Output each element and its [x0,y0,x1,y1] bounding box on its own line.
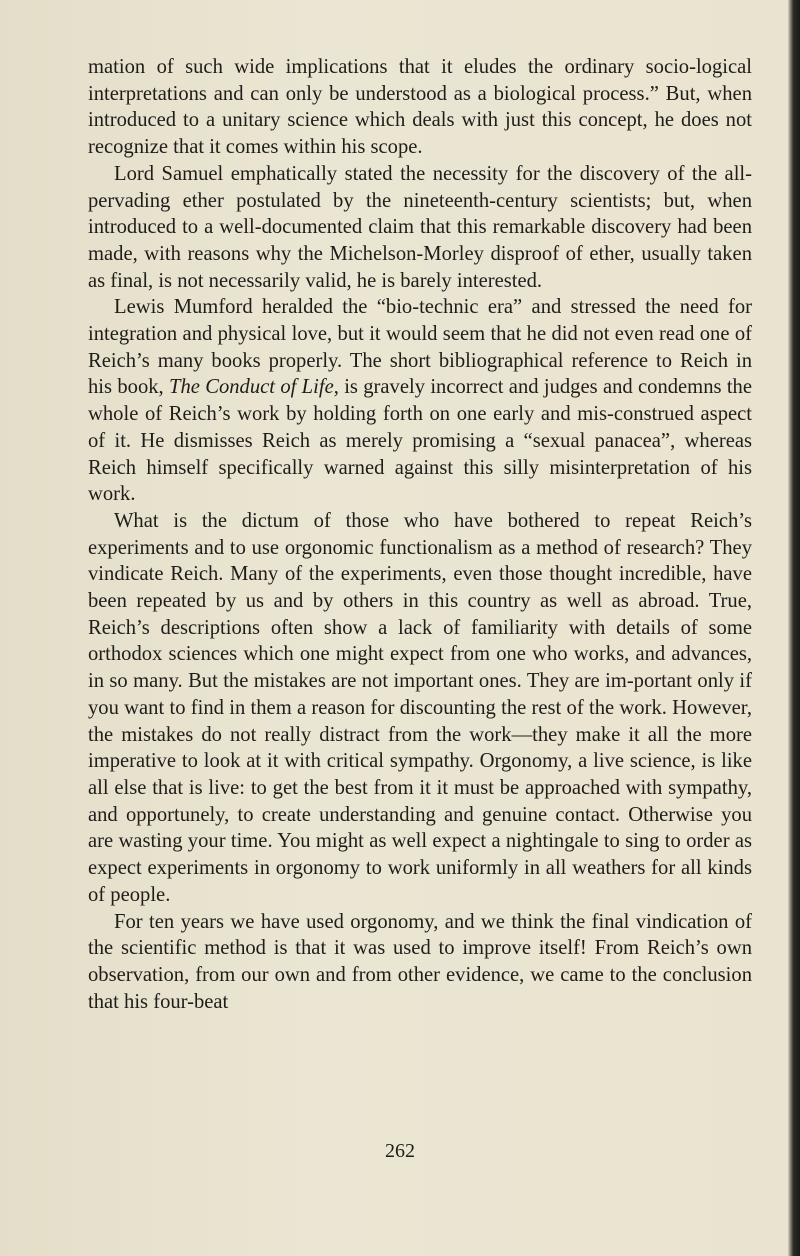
paragraph-3-text-b: , is gravely incorrect and judges and condemns the whole of Reich’s work by holding forth on one early and mis-construed aspect of it. He dismisses Reich as merely promising a “sexual panacea”, whereas Reich himself specifically warned against this silly misinterpretation of his work. [88,376,752,506]
paragraph-3 [88,294,752,508]
paragraph-3-text-a: Lewis Mumford heralded the “bio-technic era” and stressed the need for integration and physical love, but it would seem that he did not even read one of Reich’s many books properly. The short bibliographical reference to Reich in his book, [88,296,752,399]
book-title-italic: The Conduct of Life [169,376,334,399]
paragraph-1-text: mation of such wide implications that it eludes the ordinary socio-logical interpretations and can only be understood as a biological process.” But, when introduced to a unitary science which deals with just this concept, he does not recognize that it comes within his scope. [88,56,752,159]
paragraph-2 [88,161,752,295]
body-text [88,54,752,1015]
paragraph-2-text: Lord Samuel emphatically stated the necessity for the discovery of the all-pervading ether postulated by the nineteenth-century scientists; but, when introduced to a well-documented claim that this remarkable discovery had been made, with reasons why the Michelson-Morley disproof of ether, usually taken as final, is not necessarily valid, he is barely interested. [88,162,752,292]
paragraph-1 [88,54,752,161]
paragraph-5 [88,909,752,1016]
paragraph-5-text: For ten years we have used orgonomy, and we think the final vindication of the scientific method is that it was used to improve itself! From Reich’s own observation, from our own and from other evidence, we came to the conclusion that his four-beat [88,910,752,1013]
page-edge-shadow [788,0,800,1256]
page-number: 262 [385,1140,415,1162]
paragraph-4-text: What is the dictum of those who have bothered to repeat Reich’s experiments and to use orgonomic functionalism as a method of research? They vindicate Reich. Many of the experiments, even those thought incredible, have been repeated by us and by others in this country as well as abroad. True, Reich’s descriptions often show a lack of familiarity with details of some orthodox sciences which one might expect from one who works, and advances, in so many. But the mistakes are not important ones. They are im-portant only if you want to find in them a reason for discounting the rest of the work. However, the mistakes do not really distract from the work—they make it all the more imperative to look at it with critical sympathy. Orgonomy, a live science, is like all else that is live: to get the best from it it must be approached with sympathy, and opportunely, to create understanding and genuine contact. Otherwise you are wasting your time. You might as well expect a nightingale to sing to order as expect experiments in orgonomy to work uniformly in all weathers for all kinds of people. [88,509,752,906]
paragraph-4 [88,508,752,909]
